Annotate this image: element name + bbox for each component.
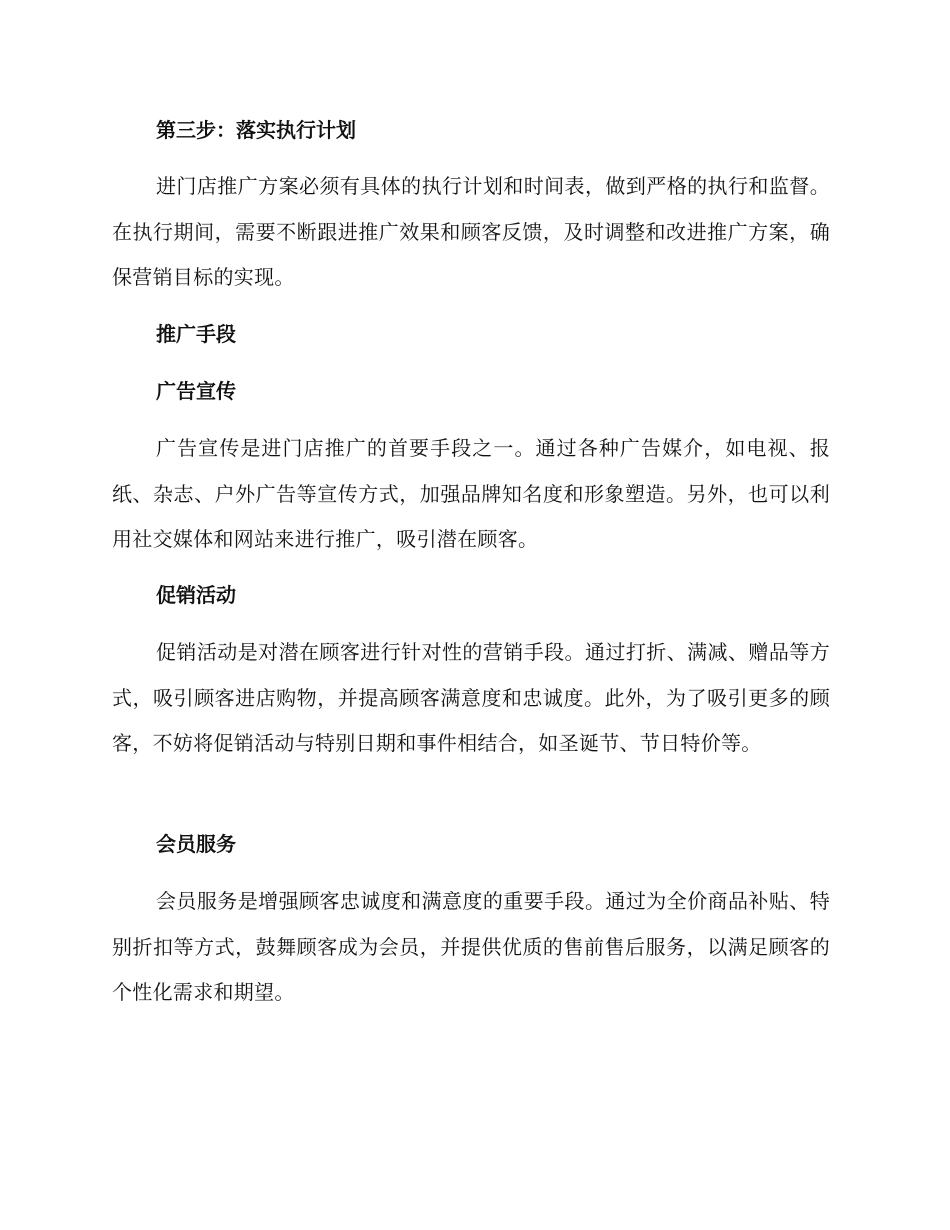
section-heading-means: 推广手段 — [156, 322, 236, 346]
paragraph-step3: 进门店推广方案必须有具体的执行计划和时间表，做到严格的执行和监督。在执行期间，需要不断跟进推广效果和顾客反馈，及时调整和改进推广方案，确保营销目标的实现。 — [112, 174, 830, 289]
subheading-membership: 会员服务 — [156, 832, 236, 856]
section-heading-step3: 第三步：落实执行计划 — [156, 118, 356, 142]
subheading-advertising: 广告宣传 — [156, 379, 236, 403]
paragraph-promotion: 促销活动是对潜在顾客进行针对性的营销手段。通过打折、满减、赠品等方式，吸引顾客进店购物，并提高顾客满意度和忠诚度。此外，为了吸引更多的顾客，不妨将促销活动与特别日期和事件相结合，如圣诞节、节日特价等。 — [112, 640, 830, 755]
subheading-promotion: 促销活动 — [156, 583, 236, 607]
paragraph-advertising: 广告宣传是进门店推广的首要手段之一。通过各种广告媒介，如电视、报纸、杂志、户外广告等宣传方式，加强品牌知名度和形象塑造。另外，也可以利用社交媒体和网站来进行推广，吸引潜在顾客。 — [112, 436, 830, 551]
paragraph-membership: 会员服务是增强顾客忠诚度和满意度的重要手段。通过为全价商品补贴、特别折扣等方式，鼓舞顾客成为会员，并提供优质的售前售后服务，以满足顾客的个性化需求和期望。 — [112, 889, 830, 1004]
